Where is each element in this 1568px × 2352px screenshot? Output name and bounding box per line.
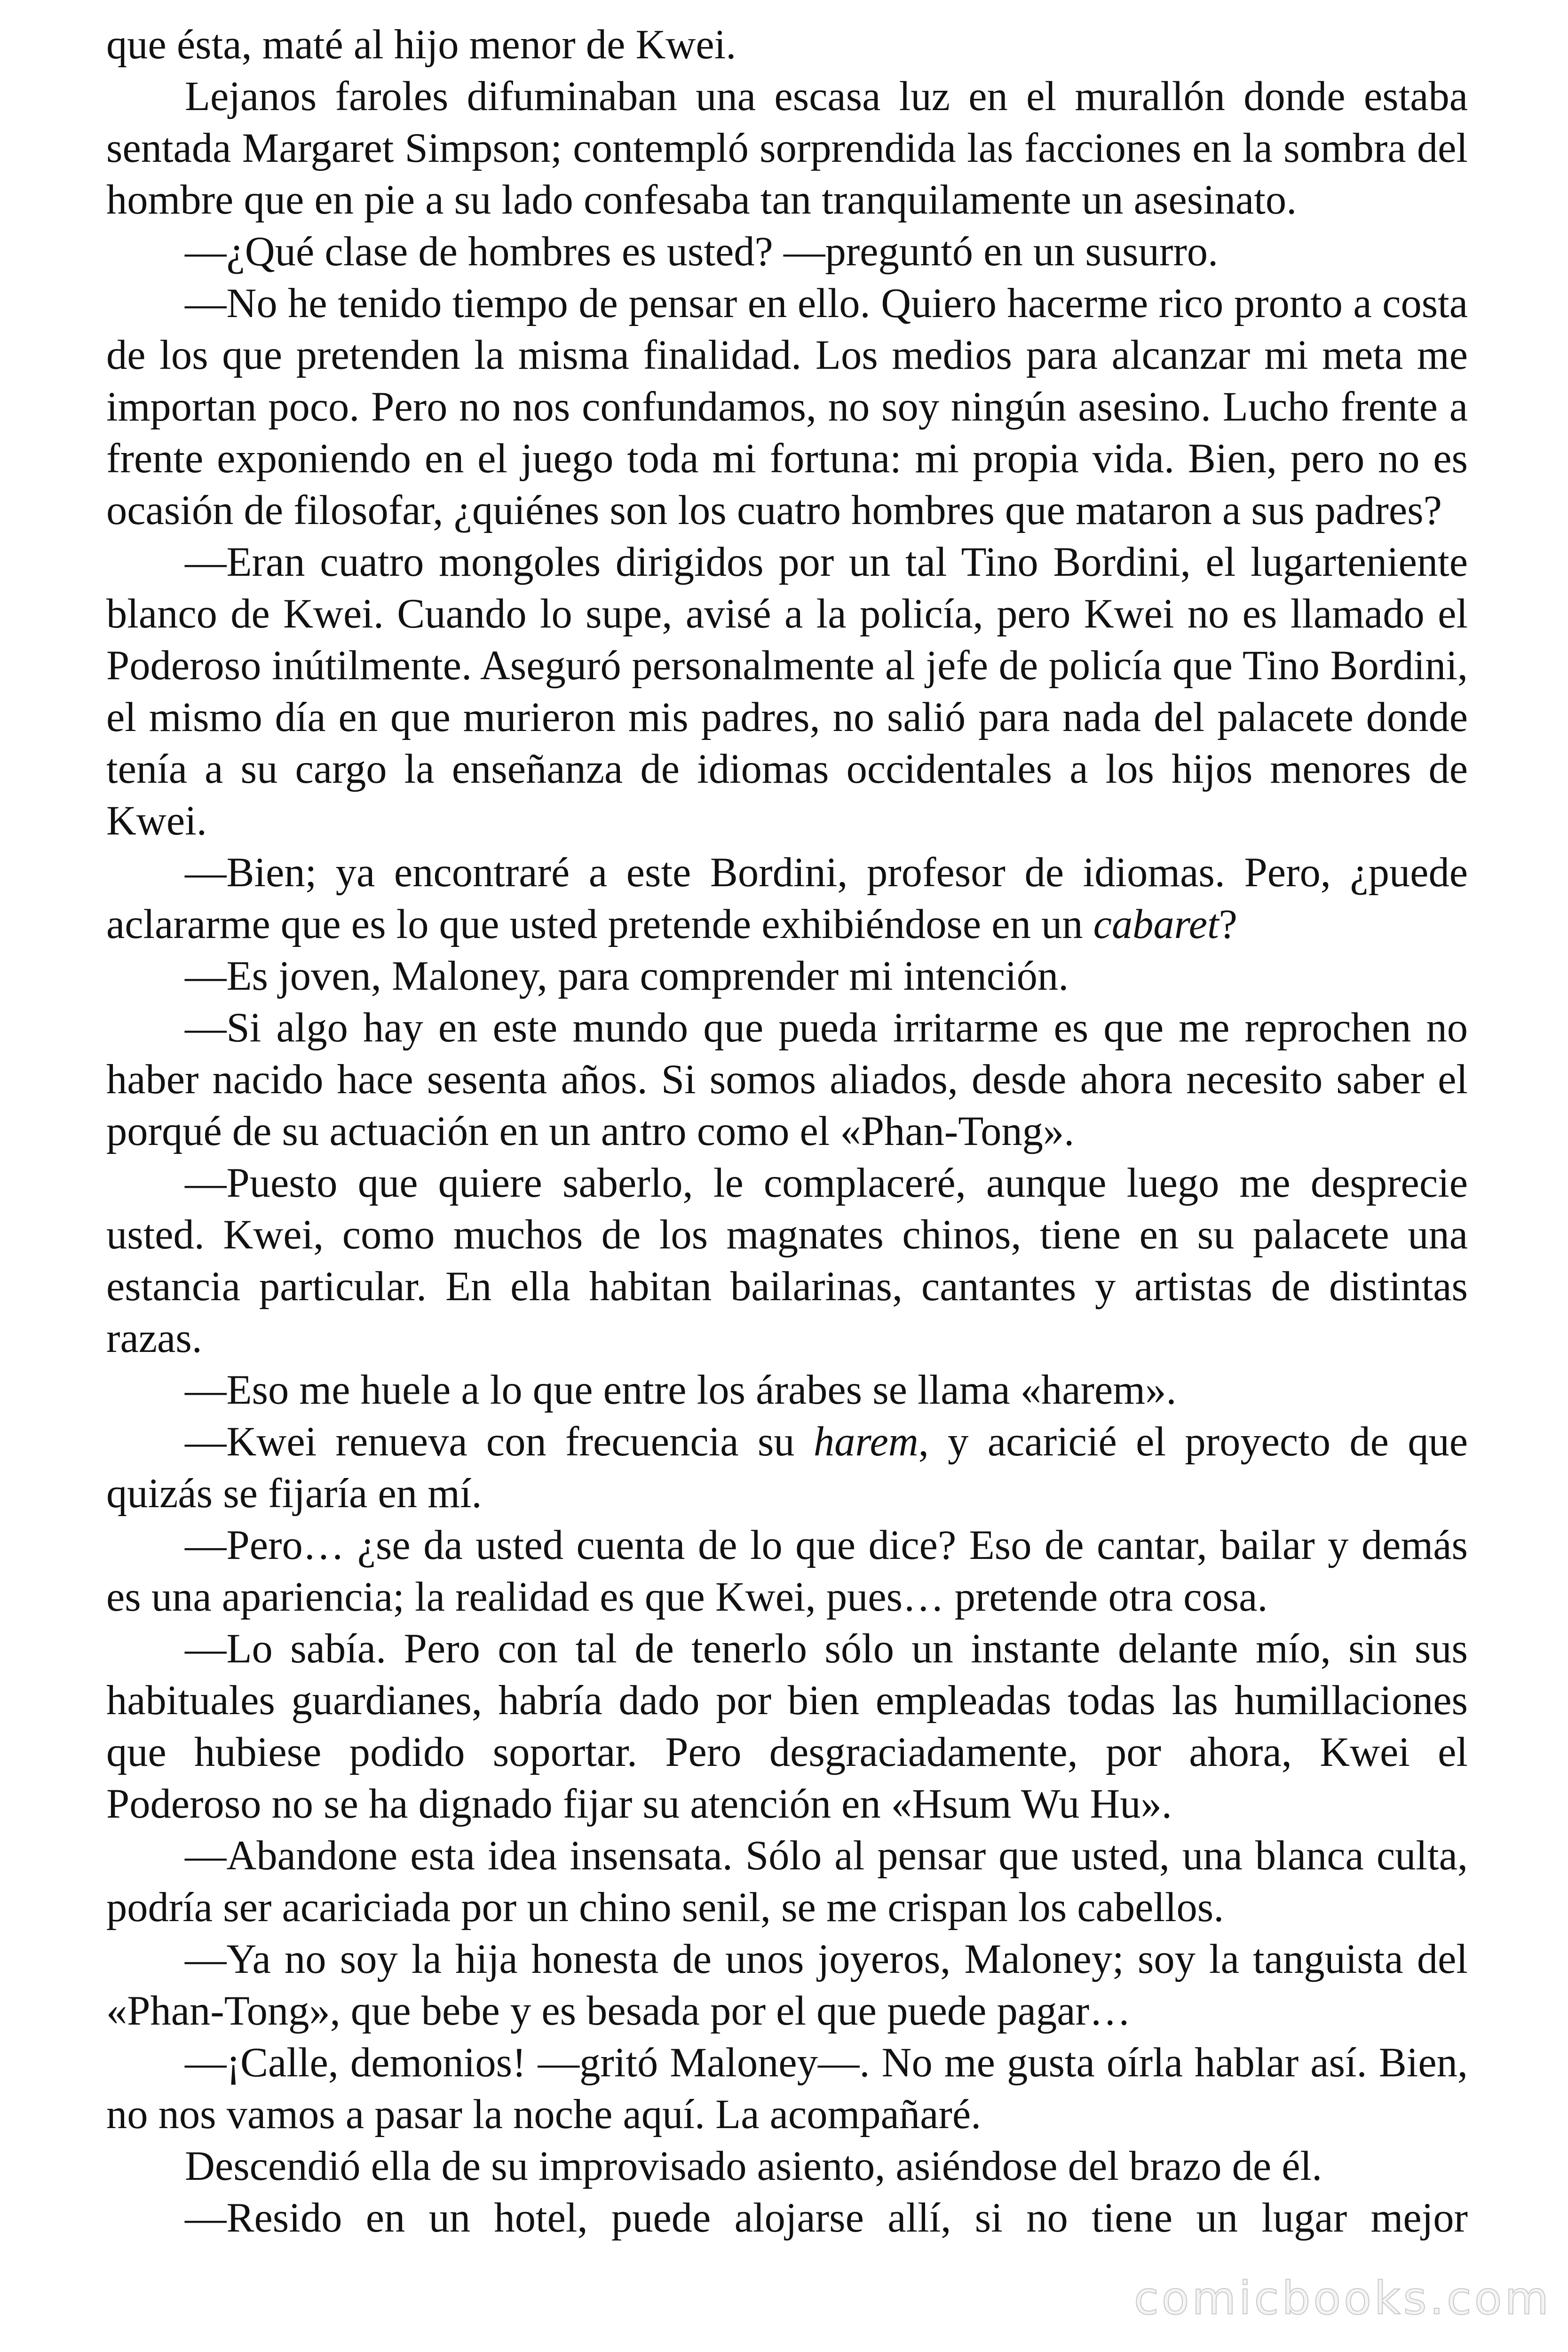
paragraph-11: —Kwei renueva con frecuencia su harem, y acaricié el proyecto de que quizás se fijaría en mí. xyxy=(106,1419,1468,1517)
paragraph-6: —Bien; ya encontraré a este Bordini, profesor de idiomas. Pero, ¿puede aclararme que es lo que usted pretende exhibiéndose en un cabaret? xyxy=(106,850,1468,947)
paragraph-10: —Eso me huele a lo que entre los árabes se llama «harem». xyxy=(185,1367,1177,1413)
paragraph-2: Lejanos faroles difuminaban una escasa luz en el murallón donde estaba sentada Margaret Simpson; contempló sorprendida las facciones en la sombra del hombre que en pie a su lado confesaba tan tranquilamente un asesinato. xyxy=(106,73,1468,223)
paragraph-5: —Eran cuatro mongoles dirigidos por un tal Tino Bordini, el lugarteniente blanco de Kwei. Cuando lo supe, avisé a la policía, pero Kwei no es llamado el Poderoso inútilmente. Aseguró personalmente al jefe de policía que Tino Bordini, el mismo día en que murieron mis padres, no salió para nada del palacete donde tenía a su cargo la enseñanza de idiomas occidentales a los hijos menores de Kwei. xyxy=(106,539,1468,844)
book-page xyxy=(106,19,1468,2244)
paragraph-16: —¡Calle, demonios! —gritó Maloney—. No me gusta oírla hablar así. Bien, no nos vamos a pasar la noche aquí. La acompañaré. xyxy=(106,2040,1468,2137)
paragraph-7: —Es joven, Maloney, para comprender mi intención. xyxy=(185,953,1069,999)
paragraph-9: —Puesto que quiere saberlo, le complaceré, aunque luego me desprecie usted. Kwei, como muchos de los magnates chinos, tiene en su palacete una estancia particular. En ella habitan bailarinas, cantantes y artistas de distintas razas. xyxy=(106,1160,1468,1361)
paragraph-4: —No he tenido tiempo de pensar en ello. Quiero hacerme rico pronto a costa de los que pretenden la misma finalidad. Los medios para alcanzar mi meta me importan poco. Pero no nos confundamos, no soy ningún asesino. Lucho frente a frente exponiendo en el juego toda mi fortuna: mi propia vida. Bien, pero no es ocasión de filosofar, ¿quiénes son los cuatro hombres que mataron a sus padres? xyxy=(106,280,1468,533)
paragraph-12: —Pero… ¿se da usted cuenta de lo que dice? Eso de cantar, bailar y demás es una apariencia; la realidad es que Kwei, pues… pretende otra cosa. xyxy=(106,1522,1468,1620)
watermark: comicbooks.com xyxy=(1133,2272,1552,2325)
paragraph-3: —¿Qué clase de hombres es usted? —preguntó en un susurro. xyxy=(185,229,1219,275)
paragraph-18: —Resido en un hotel, puede alojarse allí, si no tiene un lugar mejor xyxy=(185,2195,1468,2241)
paragraph-15: —Ya no soy la hija honesta de unos joyeros, Maloney; soy la tanguista del «Phan-Tong», que bebe y es besada por el que puede pagar… xyxy=(106,1936,1468,2034)
paragraph-1: que ésta, maté al hijo menor de Kwei. xyxy=(106,22,736,68)
paragraph-8: —Si algo hay en este mundo que pueda irritarme es que me reprochen no haber nacido hace sesenta años. Si somos aliados, desde ahora necesito saber el porqué de su actuación en un antro como el «Phan-Tong». xyxy=(106,1005,1468,1154)
italic-harem: harem xyxy=(813,1419,919,1465)
paragraph-13: —Lo sabía. Pero con tal de tenerlo sólo un instante delante mío, sin sus habituales guardianes, habría dado por bien empleadas todas las humillaciones que hubiese podido soportar. Pero desgraciadamente, por ahora, Kwei el Poderoso no se ha dignado fijar su atención en «Hsum Wu Hu». xyxy=(106,1626,1468,1827)
italic-cabaret: cabaret xyxy=(1093,901,1219,947)
paragraph-14: —Abandone esta idea insensata. Sólo al pensar que usted, una blanca culta, podría ser acariciada por un chino senil, se me crispan los cabellos. xyxy=(106,1833,1468,1931)
paragraph-17: Descendió ella de su improvisado asiento, asiéndose del brazo de él. xyxy=(185,2143,1323,2189)
